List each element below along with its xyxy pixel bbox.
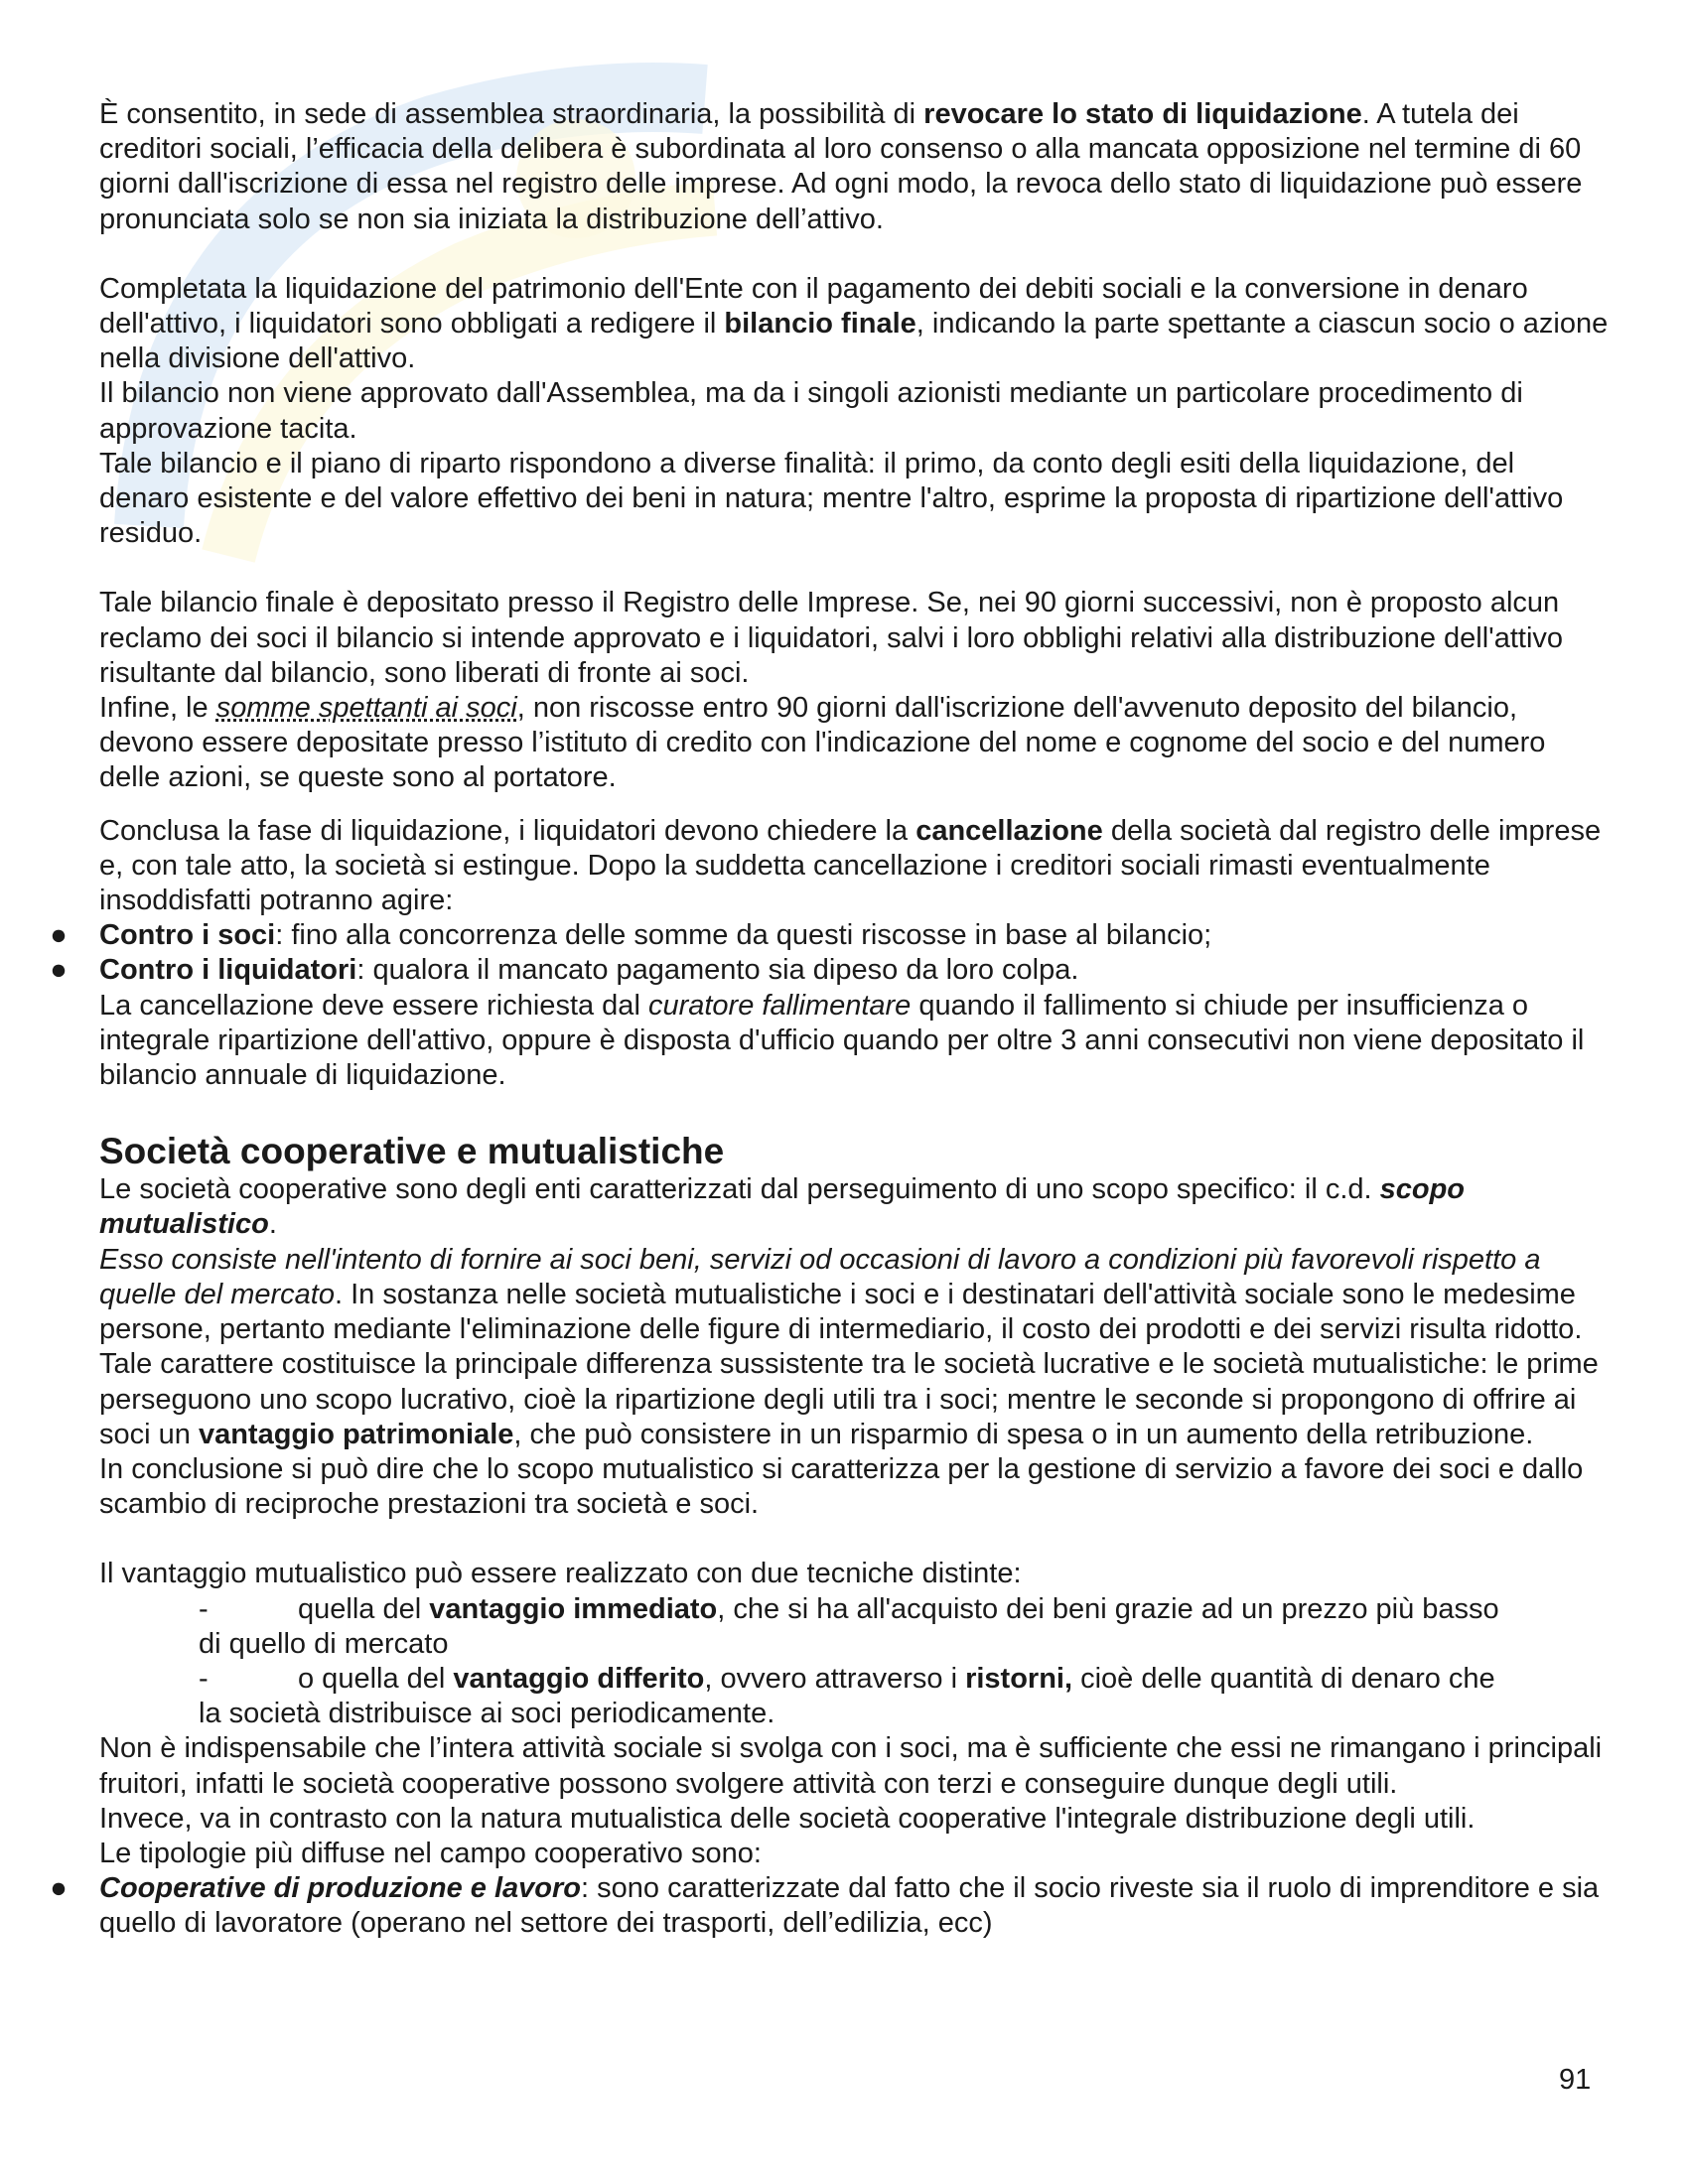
bold-term: cancellazione (915, 814, 1103, 847)
section-heading: Società cooperative e mutualistiche (99, 1131, 725, 1172)
bullet-icon: ● (50, 919, 68, 952)
list-item: - o quella del vantaggio differito, ovvero attraverso i ristorni, cioè delle quantità di denaro che (99, 1662, 1609, 1697)
list-item: ● Cooperative di produzione e lavoro: sono caratterizzate dal fatto che il socio riveste sia il ruolo di imprenditore e sia quello di lavoratore (operano nel settore dei trasporti, dell’edilizia, ecc) (99, 1871, 1609, 1941)
paragraph-bilancio-finale: Completata la liquidazione del patrimonio dell'Ente con il pagamento dei debiti sociali e la conversione in denaro dell'attivo, i liquidatori sono obbligati a redigere il bilancio finale, indicando la parte spettante a ciascun socio o azione nella divisione dell'attivo. (99, 272, 1609, 375)
paragraph-approvazione: Il bilancio non viene approvato dall'Assemblea, ma da i singoli azionisti mediante un particolare procedimento di approvazione tacita. (99, 377, 1523, 445)
bold-term: bilancio finale (724, 308, 916, 341)
list-item: - quella del vantaggio immediato, che si ha all'acquisto dei beni grazie ad un prezzo più basso (99, 1592, 1609, 1627)
paragraph-somme: Infine, le somme spettanti ai soci, non riscosse entro 90 giorni dall'iscrizione dell'avvenuto deposito del bilancio, devono essere depositate presso l’istituto di credito con l'indicazione del nome e cognome del socio e del numero delle azioni, se queste sono al portatore. (99, 692, 1546, 794)
paragraph-tecniche: Il vantaggio mutualistico può essere realizzato con due tecniche distinte: (99, 1558, 1022, 1590)
paragraph-curatore: La cancellazione deve essere richiesta dal curatore fallimentare quando il fallimento si chiude per insufficienza o integrale ripartizione dell'attivo, oppure è disposta d'ufficio quando per oltre 3 anni consecutivi non viene depositato il bilancio annuale di liquidazione. (99, 989, 1585, 1092)
paragraph-terzi: Non è indispensabile che l’intera attività sociale si svolga con i soci, ma è sufficiente che essi ne rimangano i principali fruitori, infatti le società cooperative possono svolgere attività con terzi e conseguire dunque degli utili. (99, 1732, 1603, 1800)
bullet-icon: ● (50, 954, 68, 987)
paragraph-differenza: Tale carattere costituisce la principale differenza sussistente tra le società lucrative e le società mutualistiche: le prime perseguono uno scopo lucrativo, cioè la ripartizione degli utili tra i soci; mentre le seconde si propongono di offrire ai soci un vantaggio patrimoniale, che può consistere in un risparmio di spesa o in un aumento della retribuzione. (99, 1348, 1599, 1450)
paragraph-conclusione: In conclusione si può dire che lo scopo mutualistico si caratterizza per la gestione di servizio a favore dei soci e dallo scambio di reciproche prestazioni tra società e soci. (99, 1452, 1584, 1521)
bold-term: revocare lo stato di liquidazione (923, 98, 1362, 130)
page-number: 91 (1559, 2064, 1592, 2096)
paragraph-finalita: Tale bilancio e il piano di riparto rispondono a diverse finalità: il primo, da conto degli esiti della liquidazione, del denaro esistente e del valore effettivo dei beni in natura; mentre l'altro, esprime la proposta di ripartizione dell'attivo residuo. (99, 447, 1564, 550)
paragraph-scopo: Esso consiste nell'intento di fornire ai soci beni, servizi od occasioni di lavoro a condizioni più favorevoli rispetto a quelle del mercato. In sostanza nelle società mutualistiche i soci e i destinatari dell'attività sociale sono le medesime persone, pertanto mediante l'eliminazione delle figure di intermediario, il costo dei prodotti e dei servizi risulta ridotto. (99, 1243, 1583, 1346)
list-item: ● Contro i liquidatori: qualora il mancato pagamento sia dipeso da loro colpa. (99, 953, 1609, 988)
paragraph-definizione: Le società cooperative sono degli enti caratterizzati dal perseguimento di uno scopo specifico: il c.d. scopo mutualistico. (99, 1173, 1466, 1241)
list-item: ● Contro i soci: fino alla concorrenza delle somme da questi riscosse in base al bilancio; (99, 918, 1609, 953)
dash-icon: - (199, 1662, 209, 1695)
paragraph-revoca: È consentito, in sede di assemblea straordinaria, la possibilità di revocare lo stato di liquidazione. A tutela dei creditori sociali, l’efficacia della delibera è subordinata al loro consenso o alla mancata opposizione nel termine di 60 giorni dall'iscrizione di essa nel registro delle imprese. Ad ogni modo, la revoca dello stato di liquidazione può essere pronunciata solo se non sia iniziata la distribuzione dell’attivo. (99, 98, 1583, 235)
paragraph-tipologie: Le tipologie più diffuse nel campo cooperativo sono: (99, 1837, 762, 1869)
paragraph-deposito: Tale bilancio finale è depositato presso il Registro delle Imprese. Se, nei 90 giorni successivi, non è proposto alcun reclamo dei soci il bilancio si intende approvato e i liquidatori, salvi i loro obblighi relativi alla distribuzione dell'attivo risultante dal bilancio, sono liberati di fronte ai soci. (99, 587, 1564, 689)
paragraph-utili: Invece, va in contrasto con la natura mutualistica delle società cooperative l'integrale distribuzione degli utili. (99, 1802, 1476, 1835)
linked-term[interactable]: somme spettanti ai soci (215, 692, 517, 725)
dash-icon: - (199, 1592, 209, 1625)
paragraph-cancellazione: Conclusa la fase di liquidazione, i liquidatori devono chiedere la cancellazione della società dal registro delle imprese e, con tale atto, la società si estingue. Dopo la suddetta cancellazione i creditori sociali rimasti eventualmente insoddisfatti potranno agire: (99, 814, 1602, 917)
page-content: È consentito, in sede di assemblea straordinaria, la possibilità di revocare lo stato di liquidazione. A tutela dei creditori sociali, l’efficacia della delibera è subordinata al loro consenso o alla mancata opposizione nel termine di 60 giorni dall'iscrizione di essa nel registro delle imprese. Ad ogni modo, la revoca dello stato di liquidazione può essere pronunciata solo se non sia iniziata la distribuzione dell’attivo. Completata la liquidazione del patrimonio dell'Ente con il pagamento dei debiti sociali e la conversione in denaro dell'attivo, i liquidatori sono obbligati a redigere il bilancio finale, indicando la parte spettante a ciascun socio o azione nella divisione dell'attivo. Il bilancio non viene approvato dall'Assemblea, ma da i singoli azionisti mediante un particolare procedimento di approvazione tacita. Tale bilancio e il piano di riparto rispondono a diverse finalità: il primo, da conto degli esiti della liquidazione, del denaro esistente e del valore effettivo dei beni in natura; mentre l'altro, esprime la proposta di ripartizione dell'attivo residuo. Tale bilancio finale è depositato presso il Registro delle Imprese. Se, nei 90 giorni successivi, non è proposto alcun reclamo dei soci il bilancio si intende approvato e i liquidatori, salvi i loro obblighi relativi alla distribuzione dell'attivo risultante dal bilancio, sono liberati di fronte ai soci. Infine, le somme spettanti ai soci, non riscosse entro 90 giorni dall'iscrizione dell'avvenuto deposito del bilancio, devono essere depositate presso l’istituto di credito con l'indicazione del nome e cognome del socio e del numero delle azioni, se queste sono al portatore. Conclusa la fase di liquidazione, i liquidatori devono chiedere la cancellazione della società dal registro delle imprese e, con tale atto, la società si estingue. Dopo la suddetta cancellazione i creditori sociali rimasti eventualmente insoddisfatti potranno agire: ● Contro i soci: fino alla concorrenza delle somme da questi riscosse in base al bilancio; ● Contro i liquidatori: qualora il mancato pagamento sia dipeso da loro colpa. La cancellazione deve essere richiesta dal curatore fallimentare quando il fallimento si chiude per insufficienza o integrale ripartizione dell'attivo, oppure è disposta d'ufficio quando per oltre 3 anni consecutivi non viene depositato il bilancio annuale di liquidazione. Società cooperative e mutualistiche Le società cooperative sono degli enti caratterizzati dal perseguimento di uno scopo specifico: il c.d. scopo mutualistico. Esso consiste nell'intento di fornire ai soci beni, servizi od occasioni di lavoro a condizioni più favorevoli rispetto a quelle del mercato. In sostanza nelle società mutualistiche i soci e i destinatari dell'attività sociale sono le medesime persone, pertanto mediante l'eliminazione delle figure di intermediario, il costo dei prodotti e dei servizi risulta ridotto. Tale carattere costituisce la principale differenza sussistente tra le società lucrative e le società mutualistiche: le prime perseguono uno scopo lucrativo, cioè la ripartizione degli utili tra i soci; mentre le seconde si propongono di offrire ai soci un vantaggio patrimoniale, che può consistere in un risparmio di spesa o in un aumento della retribuzione. In conclusione si può dire che lo scopo mutualistico si caratterizza per la gestione di servizio a favore dei soci e dallo scambio di reciproche prestazioni tra società e soci. Il vantaggio mutualistico può essere realizzato con due tecniche distinte: - quella del vantaggio immediato, che si ha all'acquisto dei beni grazie ad un prezzo più basso di quello di mercato - o quella del vantaggio differito, ovvero attraverso i ristorni, cioè delle quantità di denaro che la società distribuisce ai soci periodicamente. Non è indispensabile che l’intera attività sociale si svolga con i soci, ma è sufficiente che essi ne rimangano i principali fruitori, infatti le società cooperative possono svolgere attività con terzi e conseguire dunque degli utili. Invece, va in contrasto con la natura mutualistica delle società cooperative l'integrale distribuzione degli utili. Le tipologie più diffuse nel campo cooperativo sono: ● Cooperative di produzione e lavoro: sono caratterizzate dal fatto che il socio riveste sia il ruolo di imprenditore e sia quello di lavoratore (operano nel settore dei trasporti, dell’edilizia, ecc) (99, 97, 1609, 1942)
bullet-icon: ● (50, 1872, 68, 1905)
